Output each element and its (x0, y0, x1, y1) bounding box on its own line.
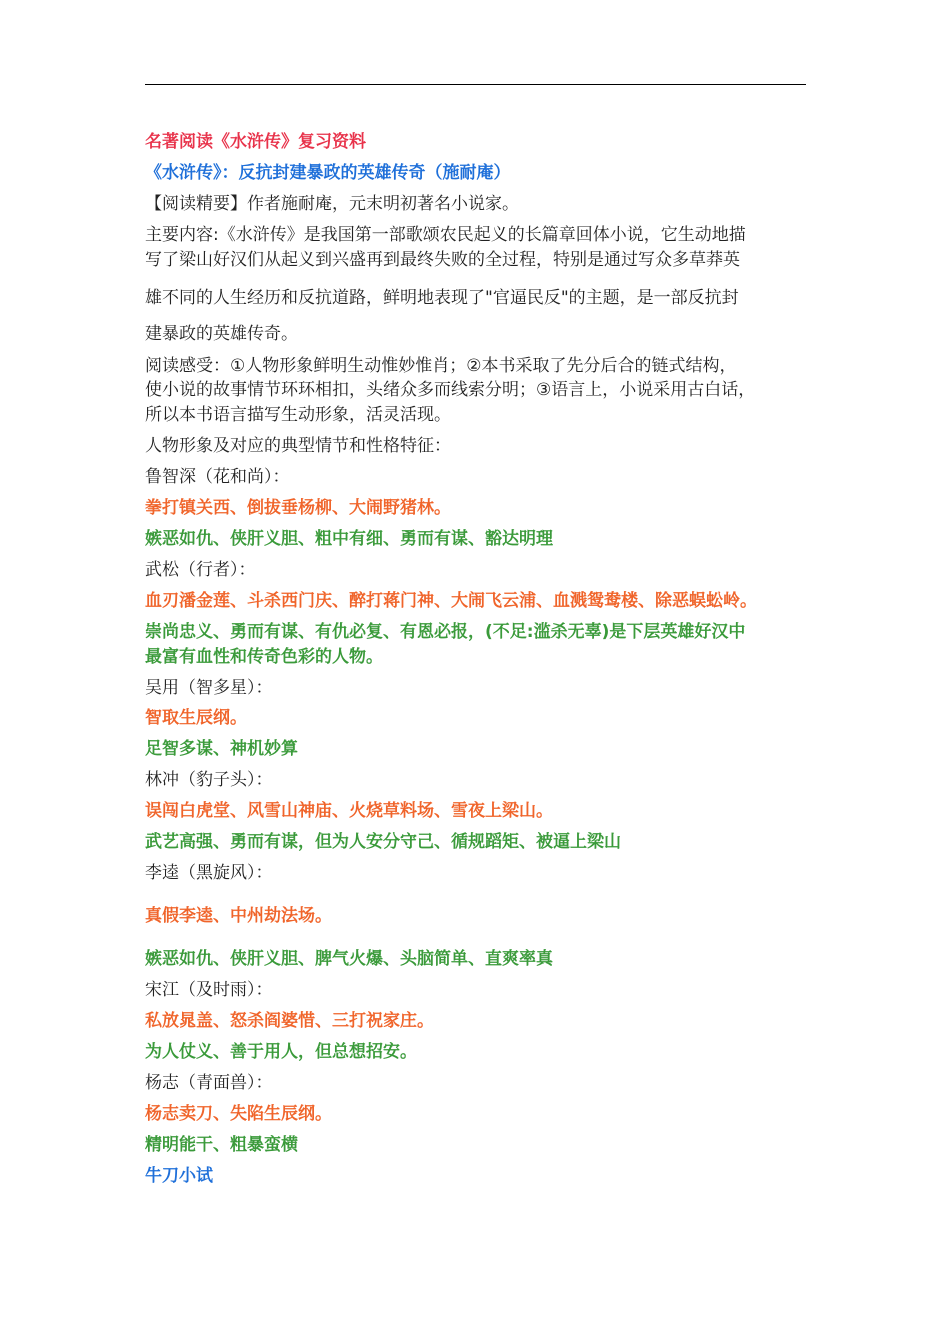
character-traits: 精明能干、粗暴蛮横 (145, 1135, 298, 1155)
content-line: 雄不同的人生经历和反抗道路，鲜明地表现了"官逼民反"的主题，是一部反抗封 (145, 288, 739, 308)
character-traits: 崇尚忠义、勇而有谋、有仇必复、有恩必报，(不足:滥杀无辜)是下层英雄好汉中 (145, 622, 746, 642)
character-traits: 足智多谋、神机妙算 (145, 739, 298, 759)
character-name: 宋江（及时雨）： (145, 980, 273, 1000)
doc-subtitle: 《水浒传》：反抗封建暴政的英雄传奇（施耐庵） (145, 163, 511, 183)
feeling-line: 使小说的故事情节环环相扣，头绪众多而线索分明；③语言上，小说采用古白话， (145, 380, 756, 400)
character-plots: 私放晁盖、怒杀阎婆惜、三打祝家庄。 (145, 1011, 434, 1031)
characters-intro: 人物形象及对应的典型情节和性格特征： (145, 436, 451, 456)
content-line: 主要内容:《水浒传》是我国第一部歌颂农民起义的长篇章回体小说，它生动地描 (145, 225, 746, 245)
character-plots: 杨志卖刀、失陷生辰纲。 (145, 1104, 332, 1124)
content-line: 建暴政的英雄传奇。 (145, 324, 298, 344)
character-plots: 拳打镇关西、倒拔垂杨柳、大闹野猪林。 (145, 498, 451, 518)
character-traits: 嫉恶如仇、侠肝义胆、粗中有细、勇而有谋、豁达明理 (145, 529, 553, 549)
character-traits: 武艺高强、勇而有谋，但为人安分守己、循规蹈矩、被逼上梁山 (145, 832, 621, 852)
character-traits: 为人仗义、善于用人，但总想招安。 (145, 1042, 417, 1062)
character-plots: 误闯白虎堂、风雪山神庙、火烧草料场、雪夜上梁山。 (145, 801, 553, 821)
header-rule (145, 84, 806, 85)
feeling-line: 阅读感受：①人物形象鲜明生动惟妙惟肖；②本书采取了先分后合的链式结构， (145, 356, 737, 376)
content-line: 写了梁山好汉们从起义到兴盛再到最终失败的全过程，特别是通过写众多草莽英 (145, 250, 740, 270)
character-name: 鲁智深（花和尚）： (145, 467, 290, 487)
character-plots: 血刃潘金莲、斗杀西门庆、醉打蒋门神、大闹飞云浦、血溅鸳鸯楼、除恶蜈蚣岭。 (145, 591, 757, 611)
doc-title: 名著阅读《水浒传》复习资料 (145, 132, 366, 152)
character-name: 林冲（豹子头）： (145, 770, 273, 790)
character-name: 武松（行者）： (145, 560, 256, 580)
author-line: 【阅读精要】作者施耐庵，元末明初著名小说家。 (145, 194, 519, 214)
character-traits: 嫉恶如仇、侠肝义胆、脾气火爆、头脑简单、直爽率真 (145, 949, 553, 969)
section-heading: 牛刀小试 (145, 1166, 213, 1186)
feeling-line: 所以本书语言描写生动形象，活灵活现。 (145, 405, 451, 425)
character-traits: 最富有血性和传奇色彩的人物。 (145, 647, 383, 667)
character-name: 吴用（智多星）： (145, 678, 273, 698)
character-name: 杨志（青面兽）： (145, 1073, 273, 1093)
character-plots: 真假李逵、中州劫法场。 (145, 906, 332, 926)
character-plots: 智取生辰纲。 (145, 708, 247, 728)
character-name: 李逵（黑旋风）： (145, 863, 273, 883)
